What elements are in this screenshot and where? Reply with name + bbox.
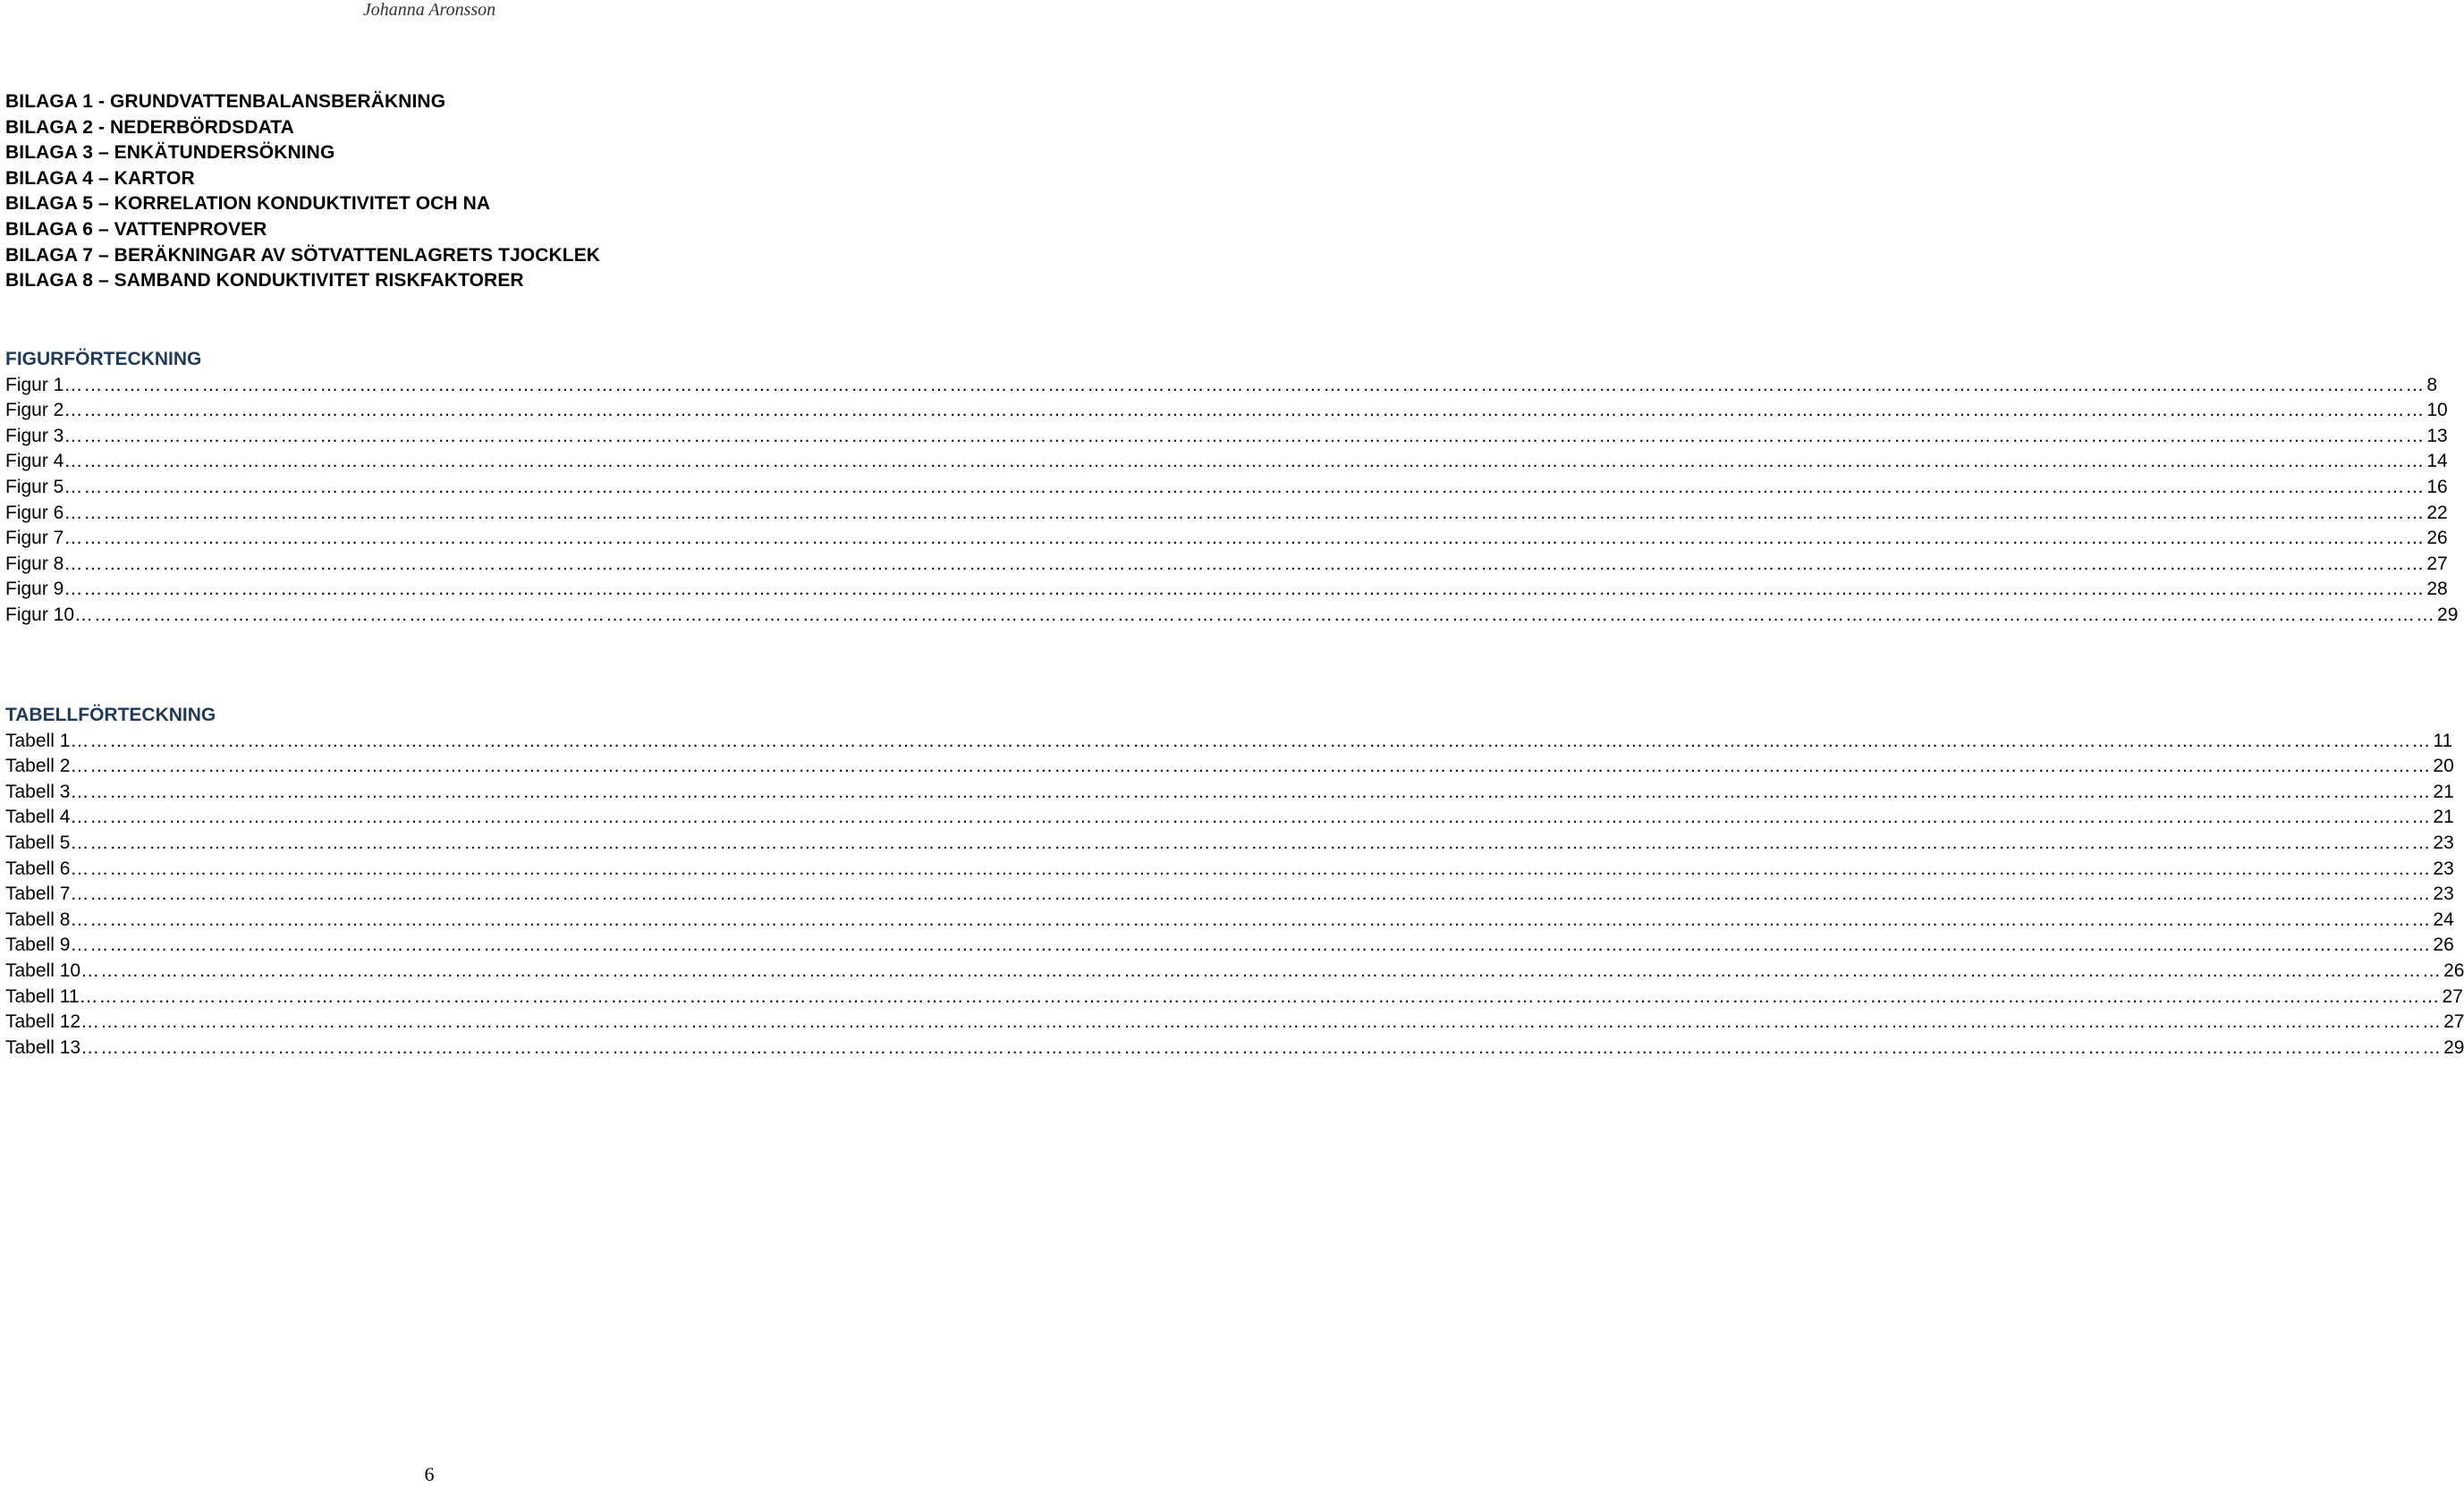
toc-entry-label: Tabell 2 (5, 756, 71, 777)
appendix-item: BILAGA 3 – ENKÄTUNDERSÖKNING (5, 142, 335, 164)
appendix-item: BILAGA 4 – KARTOR (5, 167, 195, 189)
toc-entry-page: 23 (2433, 884, 2454, 905)
table-list-entry[interactable] (5, 959, 2464, 985)
table-list-entry[interactable] (5, 933, 2454, 959)
toc-entry-page: 13 (2426, 425, 2448, 446)
appendix-item: BILAGA 2 - NEDERBÖRDSDATA (5, 116, 294, 138)
toc-entry-page: 27 (2442, 985, 2463, 1007)
dot-leader: ……………………………………………………………………………………………………………………………………………………………………………………………………………………………………………………………………………………………………………………………… (70, 756, 2432, 777)
toc-entry-label: Tabell 5 (5, 832, 71, 853)
toc-entry-label: Tabell 1 (5, 730, 71, 751)
toc-entry-page: 26 (2443, 960, 2464, 981)
dot-leader: ……………………………………………………………………………………………………………………………………………………………………………………………………………………………………………………………………………………………………………………………… (80, 960, 2443, 981)
figure-list-entry[interactable] (5, 475, 2448, 501)
toc-entry-page: 8 (2426, 374, 2438, 395)
dot-leader: ……………………………………………………………………………………………………………………………………………………………………………………………………………………………………………………………………………………………………………………………… (70, 858, 2432, 879)
toc-entry-page: 14 (2426, 451, 2448, 472)
toc-entry-label: Tabell 8 (5, 909, 71, 930)
dot-leader: ……………………………………………………………………………………………………………………………………………………………………………………………………………………………………………………………………………………………………………………………… (64, 374, 2426, 395)
table-list-entry[interactable] (5, 908, 2454, 934)
dot-leader: ……………………………………………………………………………………………………………………………………………………………………………………………………………………………………………………………………………………………………………………………… (80, 1011, 2443, 1033)
toc-entry-label: Figur 5 (5, 476, 64, 497)
page-number: 6 (424, 1463, 435, 1485)
toc-entry-label: Tabell 4 (5, 807, 71, 828)
toc-entry-page: 23 (2433, 832, 2454, 853)
toc-entry-label: Tabell 3 (5, 781, 71, 802)
dot-leader: ……………………………………………………………………………………………………………………………………………………………………………………………………………………………………………………………………………………………………………………………… (74, 604, 2436, 625)
toc-entry-page: 16 (2426, 476, 2448, 497)
toc-entry-label: Figur 6 (5, 502, 64, 523)
dot-leader: ……………………………………………………………………………………………………………………………………………………………………………………………………………………………………………………………………………………………………………………………… (70, 909, 2432, 930)
toc-entry-page: 11 (2433, 730, 2453, 751)
toc-entry-page: 22 (2426, 502, 2448, 523)
appendix-list (5, 89, 810, 294)
dot-leader: ……………………………………………………………………………………………………………………………………………………………………………………………………………………………………………………………………………………………………………………………… (79, 985, 2441, 1007)
table-list-heading: TABELLFÖRTECKNING (5, 705, 216, 725)
toc-entry-page: 23 (2433, 858, 2454, 879)
appendix-item: BILAGA 5 – KORRELATION KONDUKTIVITET OCH NA (5, 193, 491, 215)
figure-list-entry[interactable] (5, 373, 2438, 399)
figure-list-entry[interactable] (5, 603, 2459, 629)
appendix-item: BILAGA 8 – SAMBAND KONDUKTIVITET RISKFAKTORER (5, 270, 524, 292)
table-list-entry[interactable] (5, 729, 2453, 755)
toc-entry-page: 29 (2437, 604, 2459, 625)
toc-entry-page: 24 (2433, 909, 2454, 930)
table-list-entry[interactable] (5, 805, 2454, 831)
toc-entry-page: 20 (2433, 756, 2454, 777)
dot-leader: ……………………………………………………………………………………………………………………………………………………………………………………………………………………………………………………………………………………………………………………………… (70, 807, 2432, 828)
running-header-author: Johanna Aronsson (362, 0, 496, 20)
table-list-entry[interactable] (5, 985, 2463, 1010)
figure-list-entry[interactable] (5, 577, 2448, 603)
toc-entry-page: 21 (2433, 781, 2454, 802)
dot-leader: ……………………………………………………………………………………………………………………………………………………………………………………………………………………………………………………………………………………………………………………………… (70, 884, 2432, 905)
toc-entry-label: Tabell 11 (5, 985, 80, 1007)
toc-entry-label: Figur 7 (5, 528, 64, 549)
dot-leader: ……………………………………………………………………………………………………………………………………………………………………………………………………………………………………………………………………………………………………………………………… (64, 400, 2426, 421)
toc-entry-label: Figur 1 (5, 374, 64, 395)
toc-entry-page: 21 (2433, 807, 2454, 828)
figure-list-entry[interactable] (5, 424, 2448, 450)
toc-entry-label: Tabell 7 (5, 884, 71, 905)
toc-entry-label: Tabell 9 (5, 934, 71, 956)
table-list-entries (5, 729, 2464, 1061)
figure-list-entries (5, 373, 2459, 629)
dot-leader: ……………………………………………………………………………………………………………………………………………………………………………………………………………………………………………………………………………………………………………………………… (64, 528, 2426, 549)
toc-entry-label: Figur 4 (5, 451, 64, 472)
table-list-section (5, 703, 2464, 1061)
toc-entry-page: 29 (2443, 1036, 2464, 1058)
toc-entry-label: Tabell 12 (5, 1011, 81, 1033)
toc-entry-label: Figur 2 (5, 400, 64, 421)
toc-entry-page: 10 (2426, 400, 2448, 421)
toc-entry-label: Tabell 13 (5, 1036, 81, 1058)
dot-leader: ……………………………………………………………………………………………………………………………………………………………………………………………………………………………………………………………………………………………………………………………… (70, 832, 2432, 853)
table-list-entry[interactable] (5, 857, 2454, 883)
table-list-entry[interactable] (5, 1036, 2464, 1061)
dot-leader: ……………………………………………………………………………………………………………………………………………………………………………………………………………………………………………………………………………………………………………………………… (70, 730, 2432, 751)
figure-list-entry[interactable] (5, 398, 2448, 424)
appendix-item: BILAGA 7 – BERÄKNINGAR AV SÖTVATTENLAGRETS TJOCKLEK (5, 244, 601, 266)
dot-leader: ……………………………………………………………………………………………………………………………………………………………………………………………………………………………………………………………………………………………………………………………… (64, 476, 2426, 497)
dot-leader: ……………………………………………………………………………………………………………………………………………………………………………………………………………………………………………………………………………………………………………………………… (64, 502, 2426, 523)
dot-leader: ……………………………………………………………………………………………………………………………………………………………………………………………………………………………………………………………………………………………………………………………… (70, 781, 2432, 802)
toc-entry-label: Tabell 6 (5, 858, 71, 879)
toc-entry-label: Tabell 10 (5, 960, 81, 981)
table-list-entry[interactable] (5, 780, 2454, 806)
figure-list-heading: FIGURFÖRTECKNING (5, 349, 202, 369)
dot-leader: ……………………………………………………………………………………………………………………………………………………………………………………………………………………………………………………………………………………………………………………………… (64, 425, 2426, 446)
figure-list-section (5, 347, 2459, 629)
toc-entry-label: Figur 9 (5, 579, 64, 600)
figure-list-entry[interactable] (5, 449, 2448, 475)
figure-list-entry[interactable] (5, 501, 2448, 527)
toc-entry-page: 28 (2426, 579, 2448, 600)
appendix-item: BILAGA 6 – VATTENPROVER (5, 218, 267, 240)
appendix-item: BILAGA 1 - GRUNDVATTENBALANSBERÄKNING (5, 91, 446, 112)
table-list-entry[interactable] (5, 882, 2454, 908)
dot-leader: ……………………………………………………………………………………………………………………………………………………………………………………………………………………………………………………………………………………………………………………………… (64, 451, 2426, 472)
dot-leader: ……………………………………………………………………………………………………………………………………………………………………………………………………………………………………………………………………………………………………………………………… (64, 579, 2426, 600)
toc-entry-page: 27 (2443, 1011, 2464, 1033)
table-list-entry[interactable] (5, 1010, 2464, 1036)
dot-leader: ……………………………………………………………………………………………………………………………………………………………………………………………………………………………………………………………………………………………………………………………… (64, 553, 2426, 574)
toc-entry-label: Figur 10 (5, 604, 75, 625)
figure-list-entry[interactable] (5, 526, 2448, 552)
toc-entry-page: 26 (2433, 934, 2454, 956)
toc-entry-label: Figur 3 (5, 425, 64, 446)
toc-entry-page: 27 (2426, 553, 2448, 574)
toc-entry-page: 26 (2426, 528, 2448, 549)
table-list-entry[interactable] (5, 754, 2454, 780)
dot-leader: ……………………………………………………………………………………………………………………………………………………………………………………………………………………………………………………………………………………………………………………………… (70, 934, 2432, 956)
toc-entry-label: Figur 8 (5, 553, 64, 574)
figure-list-entry[interactable] (5, 552, 2448, 578)
dot-leader: ……………………………………………………………………………………………………………………………………………………………………………………………………………………………………………………………………………………………………………………………… (80, 1036, 2443, 1058)
table-list-entry[interactable] (5, 831, 2454, 857)
